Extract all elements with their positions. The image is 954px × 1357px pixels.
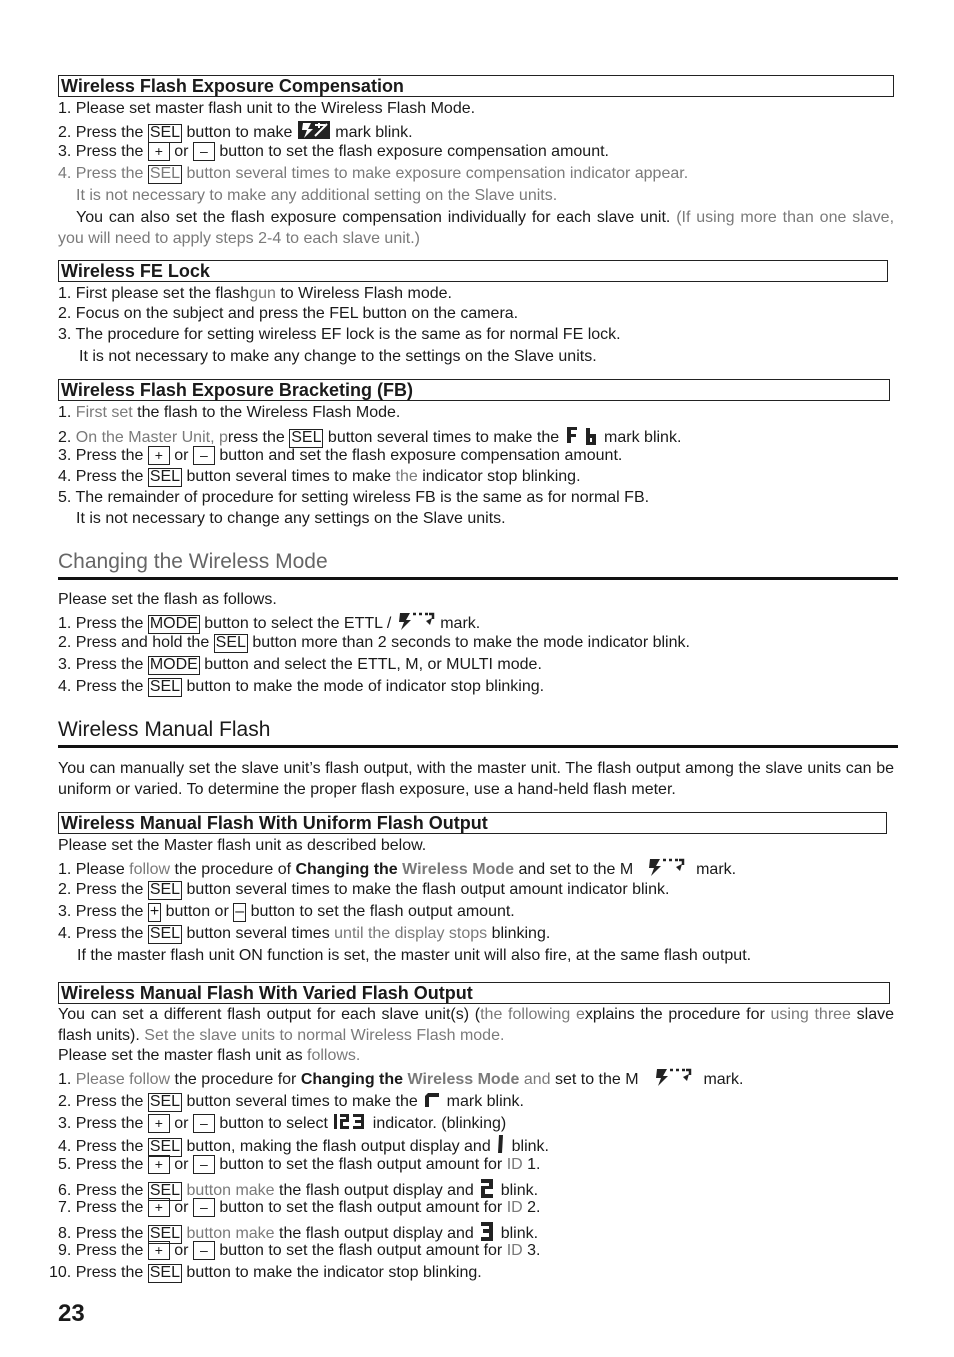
plus-key: + — [148, 1241, 170, 1260]
s4-intro: Please set the flash as follows. — [58, 591, 277, 608]
s3-step-2: 2. On the Master Unit, press the SEL button several times to make the mark blink. — [58, 424, 681, 452]
s1-note: It is not necessary to make any additional setting on the Slave units. — [76, 187, 558, 204]
s3-step-1: 1. First set the flash to the Wireless Flash Mode. — [58, 404, 401, 421]
s1-paragraph: You can also set the flash exposure compensation individually for each slave unit. (If using more than one slave, you will need to apply steps 2-4 to each slave unit.) — [58, 209, 895, 247]
s2-step-1: 1. First please set the flashgun to Wireless Flash mode. — [58, 285, 452, 302]
section-title-varied: Wireless Manual Flash With Varied Flash Output — [58, 982, 890, 1004]
s6-intro: Please set the Master flash unit as described below. — [58, 837, 427, 854]
plus-key: + — [148, 446, 170, 465]
s7-step-7: 7. Press the + or – button to set the flash output amount for ID 2. — [58, 1199, 541, 1216]
s3-step-5: 5. The remainder of procedure for setting wireless FB is the same as for normal FB. — [58, 489, 650, 506]
section-title-uniform: Wireless Manual Flash With Uniform Flash Output — [58, 812, 887, 834]
plus-key: + — [148, 1114, 170, 1133]
s7-step-3: 3. Press the + or – button to select indicator. (blinking) — [58, 1111, 506, 1137]
s2-step-3: 3. The procedure for setting wireless EF lock is the same as for normal FE lock. — [58, 326, 621, 343]
s6-step-4: 4. Press the SEL button several times until the display stops blinking. — [58, 925, 551, 942]
section-title-fe-lock: Wireless FE Lock — [58, 260, 888, 282]
s6-step-1: 1. Please follow the procedure of Changing the Wireless Mode and set to the M mark. — [58, 857, 736, 883]
minus-key: – — [193, 142, 215, 161]
plus-key: + — [148, 142, 170, 161]
plus-key: + — [148, 1198, 170, 1217]
sel-key: SEL — [149, 925, 181, 942]
mode-key: MODE — [149, 656, 198, 673]
sel-key: SEL — [215, 634, 246, 651]
s3-step-3: 3. Press the + or – button and set the flash exposure compensation amount. — [58, 447, 623, 464]
minus-key: – — [193, 446, 215, 465]
s7-step-2: 2. Press the SEL button several times to make the mark blink. — [58, 1090, 524, 1114]
sel-key: SEL — [149, 124, 181, 142]
s1-step-2: 2. Press the SEL button to make mark blink. — [58, 120, 413, 146]
wireless-flash-icon — [653, 1067, 693, 1093]
s4-step-3: 3. Press the MODE button and select the ETTL, M, or MULTI mode. — [58, 656, 542, 673]
sel-key: SEL — [149, 881, 181, 898]
sel-key: SEL — [149, 1264, 180, 1281]
s1-step-3: 3. Press the + or – button to set the flash exposure compensation amount. — [58, 143, 609, 160]
s7-step-1: 1. Please follow the procedure for Changing the Wireless Mode and set to the M mark. — [58, 1067, 743, 1093]
sel-key: SEL — [149, 1182, 181, 1200]
section-title-wireless-mode: Changing the Wireless Mode — [58, 549, 898, 580]
s7-step-6: 6. Press the SEL button make the flash output display and blink. — [58, 1177, 538, 1205]
s2-note: It is not necessary to make any change to the settings on the Slave units. — [79, 348, 597, 365]
sel-key: SEL — [149, 1093, 181, 1111]
minus-key: – — [235, 903, 245, 920]
s7-step-5: 5. Press the + or – button to set the flash output amount for ID 1. — [58, 1156, 541, 1173]
s7-step-10: 10. Press the SEL button to make the indicator stop blinking. — [49, 1264, 482, 1281]
sel-key: SEL — [149, 468, 181, 485]
s4-step-2: 2. Press and hold the SEL button more than 2 seconds to make the mode indicator blink. — [58, 634, 690, 651]
page-number: 23 — [58, 1300, 85, 1327]
s3-note: It is not necessary to change any settings on the Slave units. — [76, 510, 506, 527]
s7-step-4: 4. Press the SEL button, making the flash output display and blink. — [58, 1134, 549, 1160]
s6-step-2: 2. Press the SEL button several times to make the flash output amount indicator blink. — [58, 881, 670, 898]
section-title-wireless-manual: Wireless Manual Flash — [58, 717, 898, 748]
section-title-wfec: Wireless Flash Exposure Compensation — [58, 75, 894, 97]
section-title-fb: Wireless Flash Exposure Bracketing (FB) — [58, 379, 890, 401]
s4-step-1: 1. Press the MODE button to select the ETTL / mark. — [58, 611, 480, 637]
sel-key: SEL — [291, 429, 322, 447]
minus-key: – — [193, 1114, 215, 1133]
s7-paragraph: You can set a different flash output for each slave unit(s) (the following explains the procedure for using three slave flash units). Set the slave units to normal Wireless Flash mode. — [58, 1006, 895, 1044]
plus-key: + — [148, 1155, 170, 1174]
s7-step-9: 9. Press the + or – button to set the flash output amount for ID 3. — [58, 1242, 541, 1259]
s6-note: If the master flash unit ON function is set, the master unit will also fire, at the same flash output. — [77, 947, 752, 964]
sel-key: SEL — [149, 1225, 181, 1243]
s3-step-4: 4. Press the SEL button several times to make the indicator stop blinking. — [58, 468, 581, 485]
plus-key: + — [149, 903, 160, 920]
s7-intro: Please set the master flash unit as follows. — [58, 1047, 361, 1064]
sel-key: SEL — [149, 678, 181, 695]
s5-paragraph: You can manually set the slave unit’s flash output, with the master unit. The flash output among the slave units can be uniform or varied. To determine the proper flash exposure, use a hand-held flash meter. — [58, 760, 894, 798]
s2-step-2: 2. Focus on the subject and press the FEL button on the camera. — [58, 305, 519, 322]
s1-step-4: 4. Press the SEL button several times to make exposure compensation indicator appear. — [58, 165, 689, 182]
minus-key: – — [193, 1241, 215, 1260]
s7-step-8: 8. Press the SEL button make the flash output display and blink. — [58, 1220, 538, 1248]
minus-key: – — [193, 1198, 215, 1217]
s6-step-3: 3. Press the + button or – button to set the flash output amount. — [58, 903, 515, 920]
sel-key: SEL — [149, 1138, 181, 1156]
s1-step-1: 1. Please set master flash unit to the Wireless Flash Mode. — [58, 100, 476, 117]
s4-step-4: 4. Press the SEL button to make the mode of indicator stop blinking. — [58, 678, 545, 695]
sel-key: SEL — [149, 165, 181, 182]
mode-key: MODE — [149, 615, 198, 633]
minus-key: – — [193, 1155, 215, 1174]
